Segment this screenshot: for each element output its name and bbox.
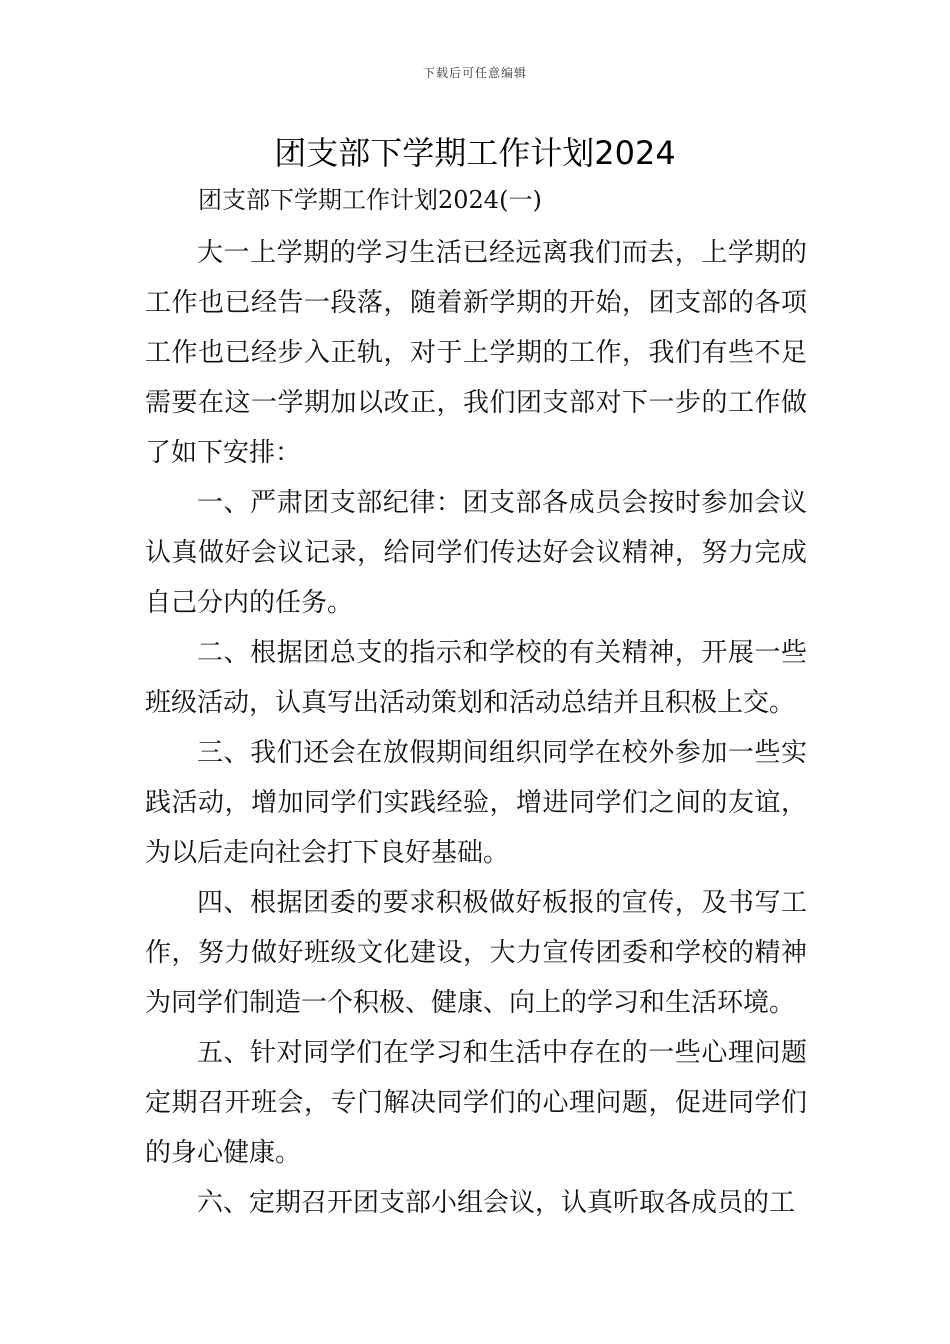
paragraph-intro: 大一上学期的学习生活已经远离我们而去，上学期的工作也已经告一段落，随着新学期的开始，团支部的各项工作也已经步入正轨，对于上学期的工作，我们有些不足需要在这一学期加以改正，我们团支部对下一步的工作做了如下安排： — [145, 238, 807, 468]
paragraph-item-6: 六、定期召开团支部小组会议，认真听取各成员的工 — [197, 1188, 796, 1218]
header-note: 下载后可任意编辑 — [422, 66, 527, 80]
paragraph-item-5: 五、针对同学们在学习和生活中存在的一些心理问题定期召开班会，专门解决同学们的心理问题，促进同学们的身心健康。 — [145, 1038, 807, 1168]
page-title: 团支部下学期工作计划2024 — [274, 134, 676, 172]
paragraph-item-1: 一、严肃团支部纪律：团支部各成员会按时参加会议认真做好会议记录，给同学们传达好会议精神，努力完成自己分内的任务。 — [145, 488, 807, 618]
paragraph-item-3: 三、我们还会在放假期间组织同学在校外参加一些实践活动，增加同学们实践经验，增进同学们之间的友谊，为以后走向社会打下良好基础。 — [145, 738, 807, 868]
document-body — [145, 228, 807, 1228]
paragraph-item-4: 四、根据团委的要求积极做好板报的宣传，及书写工作，努力做好班级文化建设，大力宣传团委和学校的精神为同学们制造一个积极、健康、向上的学习和生活环境。 — [145, 888, 807, 1018]
subtitle: 团支部下学期工作计划2024(一) — [198, 186, 542, 214]
paragraph-item-2: 二、根据团总支的指示和学校的有关精神，开展一些班级活动，认真写出活动策划和活动总结并且积极上交。 — [145, 638, 807, 718]
